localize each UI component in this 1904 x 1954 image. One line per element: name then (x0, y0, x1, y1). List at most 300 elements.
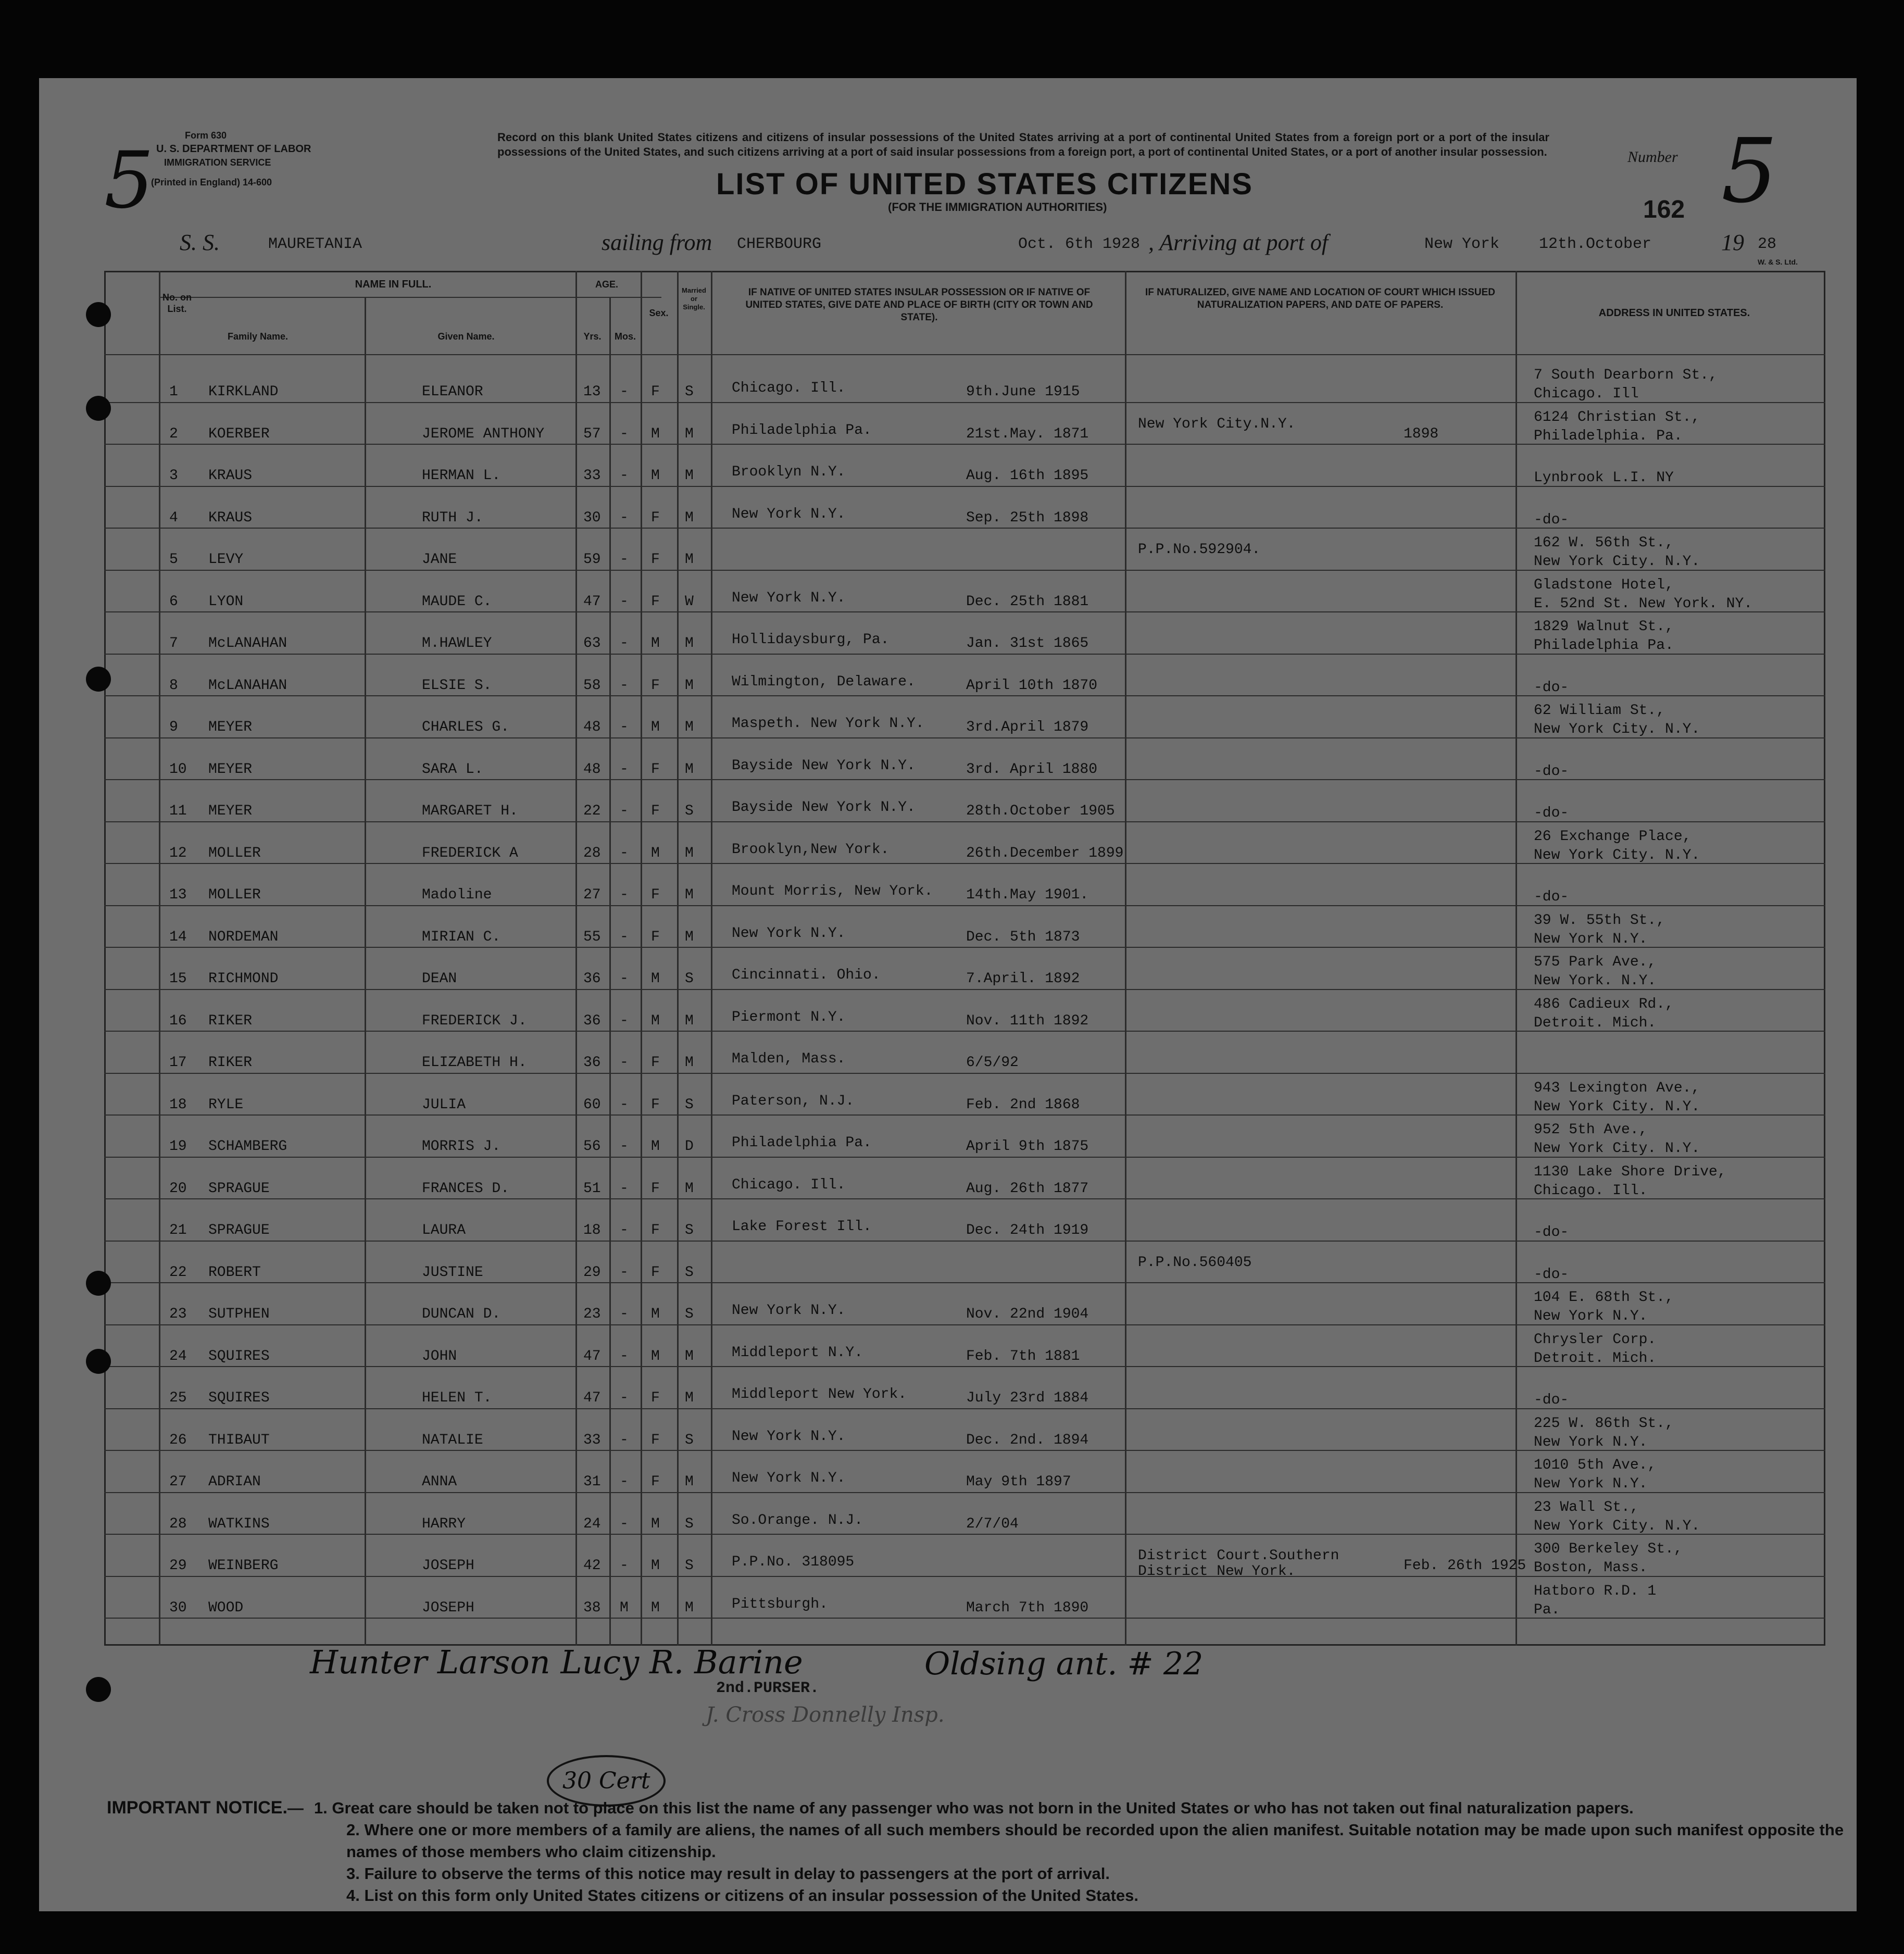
family-name: SPRAGUE (208, 1180, 270, 1197)
printer-mark: W. & S. Ltd. (1758, 258, 1798, 266)
sex: F (651, 1264, 660, 1281)
family-name: SUTPHEN (208, 1306, 270, 1322)
family-name: McLANAHAN (208, 635, 287, 652)
address-line-1: Chrysler Corp. (1534, 1331, 1657, 1348)
number-value: 5 (1721, 120, 1778, 223)
row-number: 19 (169, 1138, 187, 1155)
row-number: 26 (169, 1432, 187, 1448)
arrival-year-prefix: 19 (1721, 230, 1744, 255)
punch-hole (86, 1677, 111, 1702)
birth-date: Aug. 26th 1877 (966, 1180, 1089, 1197)
punch-hole (86, 396, 111, 421)
row-number: 22 (169, 1264, 187, 1281)
col-address: ADDRESS IN UNITED STATES. (1598, 307, 1750, 319)
sex: F (651, 1055, 660, 1071)
sex: M (651, 719, 660, 735)
birth-date: April 10th 1870 (966, 677, 1098, 694)
sex: M (651, 1558, 660, 1574)
row-number: 28 (169, 1515, 187, 1532)
row-number: 15 (169, 971, 187, 987)
age-years: 47 (583, 1390, 601, 1406)
family-name: KIRKLAND (208, 384, 279, 400)
age-years: 55 (583, 929, 601, 945)
address-line-2: Philadelphia Pa. (1534, 637, 1674, 654)
address-line-2: Detroit. Mich. (1534, 1014, 1657, 1031)
given-name: ELEANOR (422, 384, 483, 400)
family-name: ROBERT (208, 1264, 261, 1281)
arriving-label: , Arriving at port of (1148, 230, 1329, 255)
table-row (39, 362, 1857, 403)
age-months: - (620, 1558, 629, 1574)
family-name: ADRIAN (208, 1474, 261, 1490)
given-name: HARRY (422, 1515, 466, 1532)
col-given: Given Name. (437, 331, 495, 342)
punch-hole (86, 1349, 111, 1374)
ship-name: MAURETANIA (268, 235, 362, 253)
marital-status: M (685, 1012, 694, 1029)
address-line-1: 1829 Walnut St., (1534, 619, 1674, 635)
age-months: - (620, 468, 629, 484)
age-years: 51 (583, 1180, 601, 1197)
family-name: SQUIRES (208, 1348, 270, 1364)
service: IMMIGRATION SERVICE (164, 157, 271, 168)
birth-place: Brooklyn N.Y. (732, 464, 846, 480)
table-row (39, 1243, 1857, 1283)
punch-hole (86, 1271, 111, 1296)
birth-date: 6/5/92 (966, 1055, 1019, 1071)
row-number: 7 (169, 635, 178, 652)
family-name: LEVY (208, 552, 244, 568)
address-line-2: New York City. N.Y. (1534, 721, 1700, 737)
address-line-1: 952 5th Ave., (1534, 1122, 1648, 1138)
age-years: 18 (583, 1222, 601, 1238)
col-name-in-full: NAME IN FULL. (355, 279, 432, 290)
birth-place: Bayside New York N.Y. (732, 757, 916, 774)
address-line-2: New York City. N.Y. (1534, 1098, 1700, 1115)
given-name: JOHN (422, 1348, 457, 1364)
marital-status: M (685, 425, 694, 442)
address-line-1: Gladstone Hotel, (1534, 577, 1674, 593)
address-line-1: 23 Wall St., (1534, 1499, 1639, 1515)
birth-date: Dec. 24th 1919 (966, 1222, 1089, 1238)
row-number: 5 (169, 552, 178, 568)
age-years: 48 (583, 719, 601, 735)
table-row (39, 991, 1857, 1032)
departure-port: CHERBOURG (737, 235, 822, 253)
col-birth: IF NATIVE OF UNITED STATES INSULAR POSSESSION OR IF NATIVE OF UNITED STATES, GIVE DATE AND PLACE OF BIRTH (CITY OR TOWN AND STATE). (745, 287, 1093, 323)
age-years: 36 (583, 1055, 601, 1071)
row-number: 12 (169, 845, 187, 861)
given-name: RUTH J. (422, 509, 483, 526)
col-age: AGE. (595, 279, 618, 290)
address-line-1: 104 E. 68th St., (1534, 1289, 1674, 1306)
birth-date: Dec. 5th 1873 (966, 929, 1080, 945)
birth-place: Bayside New York N.Y. (732, 799, 916, 816)
table-row (39, 1200, 1857, 1241)
sex: M (651, 1599, 660, 1616)
birth-date: Feb. 7th 1881 (966, 1348, 1080, 1364)
address-line-2: -do- (1534, 511, 1569, 528)
address-line-2: -do- (1534, 889, 1569, 905)
age-years: 38 (583, 1599, 601, 1616)
naturalization: New York City.N.Y. (1138, 416, 1296, 432)
address-line-2: -do- (1534, 805, 1569, 821)
given-name: LAURA (422, 1222, 466, 1238)
age-months: - (620, 719, 629, 735)
naturalization: P.P.No.560405 (1138, 1254, 1252, 1271)
age-months: - (620, 1390, 629, 1406)
marital-status: M (685, 635, 694, 652)
sex: F (651, 929, 660, 945)
age-months: - (620, 1096, 629, 1113)
age-years: 29 (583, 1264, 601, 1281)
arrival-date: 12th.October (1539, 235, 1652, 253)
sex: M (651, 1012, 660, 1029)
address-line-1: 943 Lexington Ave., (1534, 1080, 1700, 1096)
given-name: HERMAN L. (422, 468, 501, 484)
birth-date: Aug. 16th 1895 (966, 468, 1089, 484)
row-number: 25 (169, 1390, 187, 1406)
birth-place: New York N.Y. (732, 590, 846, 606)
age-months: - (620, 803, 629, 819)
age-years: 63 (583, 635, 601, 652)
purser-title: 2nd.PURSER. (716, 1680, 820, 1697)
header-divider (104, 354, 1825, 355)
department: U. S. DEPARTMENT OF LABOR (156, 143, 311, 155)
family-name: SQUIRES (208, 1390, 270, 1406)
age-months: - (620, 593, 629, 610)
form-instructions: Record on this blank United States citizens and citizens of insular possessions of the United States arriving at a port of continental United States from a foreign port or a port of the insular possessions of the United States, and such citizens arriving at a port of said insular possessions from a foreign port, a port of continental United States, or a port of another insular possession. (497, 131, 1549, 158)
table-row (39, 1536, 1857, 1580)
family-name: KRAUS (208, 509, 253, 526)
age-years: 23 (583, 1306, 601, 1322)
age-months: - (620, 1348, 629, 1364)
family-name: NORDEMAN (208, 929, 279, 945)
table-row (39, 446, 1857, 486)
row-number: 13 (169, 887, 187, 903)
naturalization-date: Feb. 26th 1925 (1404, 1558, 1526, 1574)
age-months: M (620, 1599, 629, 1616)
age-months: - (620, 1222, 629, 1238)
table-row (39, 781, 1857, 822)
marital-status: M (685, 468, 694, 484)
address-line-2: New York City. N.Y. (1534, 1518, 1700, 1534)
birth-place: New York N.Y. (732, 1302, 846, 1319)
row-number: 24 (169, 1348, 187, 1364)
marital-status: M (685, 719, 694, 735)
given-name: FRANCES D. (422, 1180, 510, 1197)
given-name: ANNA (422, 1474, 457, 1490)
age-months: - (620, 1306, 629, 1322)
table-row (39, 949, 1857, 989)
given-name: NATALIE (422, 1432, 483, 1448)
birth-date: 2/7/04 (966, 1515, 1019, 1532)
birth-date: 28th.October 1905 (966, 803, 1115, 819)
age-months: - (620, 384, 629, 400)
table-row (39, 572, 1857, 612)
address-line-2: -do- (1534, 1266, 1569, 1283)
age-years: 36 (583, 1012, 601, 1029)
notice-item-3: 3. Failure to observe the terms of this notice may result in delay to passengers at the port of arrival. (346, 1864, 1110, 1883)
family-name: RICHMOND (208, 971, 279, 987)
sex: M (651, 1515, 660, 1532)
given-name: M.HAWLEY (422, 635, 492, 652)
row-number: 21 (169, 1222, 187, 1238)
age-years: 47 (583, 1348, 601, 1364)
table-row (39, 404, 1857, 445)
purser-signature: Hunter Larson Lucy R. Barine (310, 1643, 803, 1681)
address-line-2: Lynbrook L.I. NY (1534, 470, 1674, 486)
sex: F (651, 593, 660, 610)
age-years: 58 (583, 677, 601, 694)
birth-date: March 7th 1890 (966, 1599, 1089, 1616)
address-line-2: Philadelphia. Pa. (1534, 428, 1683, 444)
age-years: 47 (583, 593, 601, 610)
table-row (39, 1033, 1857, 1073)
family-name: WATKINS (208, 1515, 270, 1532)
address-line-2: New York City. N.Y. (1534, 847, 1700, 863)
given-name: MARGARET H. (422, 803, 518, 819)
given-name: DEAN (422, 971, 457, 987)
marital-status: M (685, 1180, 694, 1197)
row-number: 8 (169, 677, 178, 694)
age-months: - (620, 1515, 629, 1532)
col-no: No. on List. (162, 292, 192, 314)
family-name: MEYER (208, 803, 253, 819)
row-number: 20 (169, 1180, 187, 1197)
table-row (39, 823, 1857, 864)
age-months: - (620, 1264, 629, 1281)
age-years: 59 (583, 552, 601, 568)
given-name: JEROME ANTHONY (422, 425, 545, 442)
table-row (39, 1159, 1857, 1199)
important-notice: IMPORTANT NOTICE.— 1. Great care should be taken not to place on this list the name of any passenger who was not born in the United States or who has not taken out final naturalization papers. 2. Where one or more members of a family are aliens, the names of all such members should be recorded upon the alien manifest. Suitable notation may be made upon such manifest opposite the names of those members who claim citizenship. 3. Failure to observe the terms of this notice may result in delay to passengers at the port of arrival. 4. List on this form only United States citizens or citizens of an insular possession of the United States. (107, 1797, 1851, 1907)
family-name: SPRAGUE (208, 1222, 270, 1238)
arrival-year: 28 (1758, 235, 1777, 253)
age-years: 24 (583, 1515, 601, 1532)
col-naturalized: IF NATURALIZED, GIVE NAME AND LOCATION OF COURT WHICH ISSUED NATURALIZATION PAPERS, AND DATE OF PAPERS. (1145, 287, 1495, 310)
age-years: 60 (583, 1096, 601, 1113)
address-line-2: -do- (1534, 763, 1569, 780)
address-line-1: 300 Berkeley St., (1534, 1541, 1683, 1557)
sex: F (651, 1474, 660, 1490)
departure-date: Oct. 6th 1928 (1018, 235, 1141, 253)
marital-status: M (685, 1055, 694, 1071)
table-row (39, 697, 1857, 738)
address-line-2: Chicago. Ill (1534, 386, 1639, 402)
age-months: - (620, 971, 629, 987)
age-months: - (620, 1474, 629, 1490)
family-name: RIKER (208, 1055, 253, 1071)
birth-date: Feb. 2nd 1868 (966, 1096, 1080, 1113)
marital-status: D (685, 1138, 694, 1155)
birth-place: New York N.Y. (732, 1428, 846, 1445)
family-name: WOOD (208, 1599, 244, 1616)
naturalization-date: 1898 (1404, 425, 1439, 442)
col-mos: Mos. (614, 331, 636, 342)
birth-place: Philadelphia Pa. (732, 422, 872, 439)
age-years: 28 (583, 845, 601, 861)
punch-hole (86, 667, 111, 692)
sex: F (651, 761, 660, 778)
birth-place: Chicago. Ill. (732, 380, 846, 396)
sex: M (651, 1306, 660, 1322)
marital-status: S (685, 384, 694, 400)
marital-status: M (685, 509, 694, 526)
given-name: JUSTINE (422, 1264, 483, 1281)
family-name: MEYER (208, 719, 253, 735)
birth-date: Sep. 25th 1898 (966, 509, 1089, 526)
marital-status: S (685, 971, 694, 987)
col-family: Family Name. (227, 331, 289, 342)
sailing-label: sailing from (602, 230, 712, 255)
address-line-1: 162 W. 56th St., (1534, 535, 1674, 551)
age-months: - (620, 1055, 629, 1071)
marital-status: S (685, 1264, 694, 1281)
certificate-stamp: 30 Cert (547, 1755, 666, 1807)
address-line-1: 1130 Lake Shore Drive, (1534, 1163, 1726, 1180)
row-number: 29 (169, 1558, 187, 1574)
address-line-2: New York N.Y. (1534, 1476, 1648, 1492)
address-line-2: New York. N.Y. (1534, 973, 1657, 989)
page-number: 162 (1643, 196, 1685, 223)
family-name: THIBAUT (208, 1432, 270, 1448)
sex: F (651, 803, 660, 819)
row-number: 30 (169, 1599, 187, 1616)
col-sex: Sex. (649, 308, 669, 318)
birth-date: July 23rd 1884 (966, 1390, 1089, 1406)
birth-date: 21st.May. 1871 (966, 425, 1089, 442)
address-line-1: 39 W. 55th St., (1534, 912, 1665, 929)
given-name: FREDERICK J. (422, 1012, 527, 1029)
family-name: RYLE (208, 1096, 244, 1113)
sex: M (651, 635, 660, 652)
table-row (39, 1578, 1857, 1619)
address-line-2: E. 52nd St. New York. NY. (1534, 595, 1753, 612)
birth-date: May 9th 1897 (966, 1474, 1071, 1490)
marital-status: S (685, 1222, 694, 1238)
table-row (39, 1075, 1857, 1116)
birth-date: Dec. 2nd. 1894 (966, 1432, 1089, 1448)
address-line-2: New York N.Y. (1534, 931, 1648, 947)
birth-place: New York N.Y. (732, 506, 846, 522)
table-row (39, 1326, 1857, 1367)
notice-item-2: 2. Where one or more members of a family are aliens, the names of all such members should be recorded upon the alien manifest. Suitable notation may be made upon such manifest opposite the names of those members who claim citizenship. (346, 1821, 1844, 1861)
age-years: 33 (583, 468, 601, 484)
row-number: 14 (169, 929, 187, 945)
row-number: 16 (169, 1012, 187, 1029)
address-line-2: New York City. N.Y. (1534, 554, 1700, 570)
marital-status: W (685, 593, 694, 610)
age-years: 48 (583, 761, 601, 778)
marital-status: M (685, 677, 694, 694)
table-row (39, 907, 1857, 948)
annotation-note: Oldsing ant. # 22 (924, 1646, 1204, 1682)
birth-date: Nov. 11th 1892 (966, 1012, 1089, 1029)
family-name: McLANAHAN (208, 677, 287, 694)
row-number: 9 (169, 719, 178, 735)
family-name: KRAUS (208, 468, 253, 484)
row-number: 10 (169, 761, 187, 778)
given-name: ELSIE S. (422, 677, 492, 694)
row-number: 2 (169, 425, 178, 442)
table-row (39, 1117, 1857, 1157)
age-months: - (620, 677, 629, 694)
birth-place: Philadelphia Pa. (732, 1135, 872, 1151)
sex: M (651, 845, 660, 861)
row-number: 6 (169, 593, 178, 610)
marital-status: M (685, 761, 694, 778)
marital-status: M (685, 552, 694, 568)
row-number: 3 (169, 468, 178, 484)
number-label: Number (1627, 148, 1678, 166)
address-line-2: New York City. N.Y. (1534, 1141, 1700, 1157)
address-line-2: Pa. (1534, 1601, 1560, 1618)
address-line-2: -do- (1534, 1392, 1569, 1408)
address-line-2: New York N.Y. (1534, 1308, 1648, 1324)
given-name: JOSEPH (422, 1599, 474, 1616)
table-row (39, 1368, 1857, 1409)
notice-label: IMPORTANT NOTICE. (107, 1798, 287, 1818)
form-subtitle: (FOR THE IMMIGRATION AUTHORITIES) (888, 201, 1107, 214)
marital-status: S (685, 1432, 694, 1448)
name-subheader-divider (159, 297, 661, 298)
age-years: 30 (583, 509, 601, 526)
family-name: WEINBERG (208, 1558, 279, 1574)
corner-number: 5 (104, 135, 154, 226)
table-row (39, 488, 1857, 529)
sex: F (651, 1222, 660, 1238)
given-name: HELEN T. (422, 1390, 492, 1406)
given-name: FREDERICK A (422, 845, 518, 861)
age-months: - (620, 1012, 629, 1029)
sex: F (651, 1432, 660, 1448)
family-name: LYON (208, 593, 244, 610)
sex: M (651, 971, 660, 987)
address-line-1: 486 Cadieux Rd., (1534, 996, 1674, 1012)
address-line-2: -do- (1534, 679, 1569, 696)
birth-place: New York N.Y. (732, 1470, 846, 1486)
marital-status: M (685, 1474, 694, 1490)
table-row (39, 1494, 1857, 1535)
address-line-1: 225 W. 86th St., (1534, 1415, 1674, 1432)
birth-place: Maspeth. New York N.Y. (732, 716, 924, 732)
age-years: 13 (583, 384, 601, 400)
birth-place: Lake Forest Ill. (732, 1219, 872, 1235)
age-years: 31 (583, 1474, 601, 1490)
birth-place: Paterson, N.J. (732, 1093, 855, 1109)
birth-date: Jan. 31st 1865 (966, 635, 1089, 652)
birth-place: Pittsburgh. (732, 1596, 828, 1612)
sex: F (651, 552, 660, 568)
age-months: - (620, 1180, 629, 1197)
given-name: JOSEPH (422, 1558, 474, 1574)
birth-place: Chicago. Ill. (732, 1176, 846, 1193)
table-row (39, 656, 1857, 696)
sex: F (651, 1096, 660, 1113)
age-months: - (620, 887, 629, 903)
age-months: - (620, 929, 629, 945)
given-name: JULIA (422, 1096, 466, 1113)
col-married: Married or Single. (682, 286, 706, 311)
birth-place: Mount Morris, New York. (732, 883, 933, 899)
table-row (39, 1452, 1857, 1493)
marital-status: S (685, 1558, 694, 1574)
row-number: 17 (169, 1055, 187, 1071)
birth-place: New York N.Y. (732, 925, 846, 942)
marital-status: M (685, 929, 694, 945)
address-line-2: Boston, Mass. (1534, 1560, 1648, 1576)
